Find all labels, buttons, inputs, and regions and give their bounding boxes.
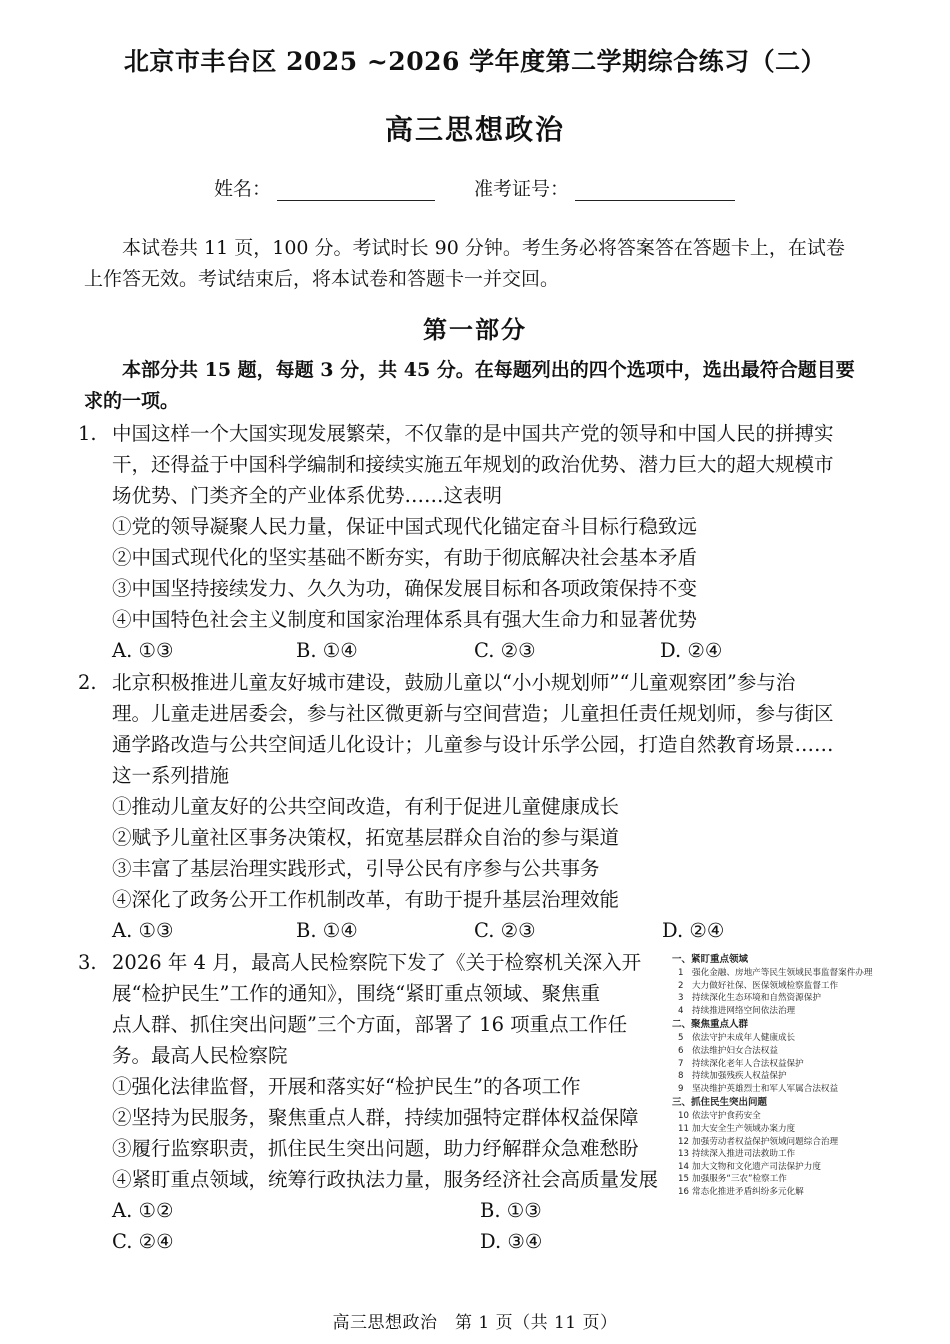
task-group <box>672 1017 892 1095</box>
task-group <box>672 1095 892 1198</box>
name-field <box>214 174 435 201</box>
task-text: 依法维护妇女合法权益 <box>692 1045 778 1056</box>
choice-a[interactable]: A. ①② <box>112 1199 174 1222</box>
question-stem <box>112 947 672 1071</box>
section-title: 第一部分 <box>423 315 527 344</box>
statement: ④深化了政务公开工作机制改革，有助于提升基层治理效能 <box>112 888 620 911</box>
choice-d[interactable]: D. ②④ <box>662 919 725 942</box>
instructions <box>84 233 884 295</box>
page-footer: 高三思想政治 第 1 页（共 11 页） <box>332 1313 618 1333</box>
task-number: 14 <box>678 1161 689 1172</box>
stem-line: 这一系列措施 <box>112 764 230 787</box>
task-number: 3 <box>678 993 684 1004</box>
question-stem <box>112 418 882 511</box>
task-text: 持续深化生态环境和自然资源保护 <box>692 993 821 1004</box>
task-text: 加大安全生产领域办案力度 <box>692 1123 796 1134</box>
task-number: 7 <box>678 1058 684 1069</box>
question-number: 3. <box>78 951 97 974</box>
task-item <box>672 1148 892 1161</box>
task-number: 12 <box>678 1136 689 1147</box>
task-number: 13 <box>678 1149 689 1160</box>
task-number: 9 <box>678 1083 684 1094</box>
task-group <box>672 952 892 1017</box>
statement: ④中国特色社会主义制度和国家治理体系具有强大生命力和显著优势 <box>112 608 698 631</box>
task-item <box>672 992 892 1005</box>
section-intro-line: 本部分共 15 题，每题 3 分，共 45 分。在每题列出的四个选项中，选出最符合题目要 <box>122 359 855 381</box>
stem-line: 展“检护民生”工作的通知》，围绕“紧盯重点领域、聚焦重 <box>112 982 601 1005</box>
statement: ②坚持为民服务，聚焦重点人群，持续加强特定群体权益保障 <box>112 1106 639 1129</box>
task-text: 加强服务“三农”检察工作 <box>692 1174 787 1185</box>
stem-line: 2026 年 4 月，最高人民检察院下发了《关于检察机关深入开 <box>112 951 642 974</box>
task-category: 一、紧盯重点领域 <box>672 954 749 965</box>
subject-title: 高三思想政治 <box>384 113 565 146</box>
task-item <box>672 1032 892 1045</box>
choice-a[interactable]: A. ①③ <box>112 639 174 662</box>
task-number: 1 <box>678 968 684 978</box>
choice-b[interactable]: B. ①④ <box>296 639 358 662</box>
statement: ②赋予儿童社区事务决策权，拓宽基层群众自治的参与渠道 <box>112 826 620 849</box>
task-text: 大力做好社保、医保领域检察监督工作 <box>692 980 839 991</box>
choice-b[interactable]: B. ①③ <box>480 1199 542 1222</box>
key-tasks-list <box>672 952 892 1199</box>
task-text: 强化金融、房地产等民生领域民事监督案件办理 <box>692 968 873 978</box>
stem-line: 务。最高人民检察院 <box>112 1044 288 1067</box>
task-item <box>672 1173 892 1186</box>
task-text: 坚决维护英雄烈士和军人军属合法权益 <box>692 1083 839 1094</box>
question-number: 2. <box>78 671 97 694</box>
statement: ①推动儿童友好的公共空间改造，有利于促进儿童健康成长 <box>112 795 620 818</box>
stem-line: 点人群、抓住突出问题”三个方面，部署了 16 项重点工作任 <box>112 1013 628 1036</box>
name-blank[interactable] <box>277 180 435 201</box>
task-item <box>672 1110 892 1123</box>
statement: ①强化法律监督，开展和落实好“检护民生”的各项工作 <box>112 1075 581 1098</box>
instructions-line: 上作答无效。考试结束后，将本试卷和答题卡一并交回。 <box>84 268 560 290</box>
choice-c[interactable]: C. ②③ <box>474 639 536 662</box>
choice-b[interactable]: B. ①④ <box>296 919 358 942</box>
task-item <box>672 1070 892 1083</box>
task-number: 10 <box>678 1111 689 1122</box>
task-text: 依法守护食药安全 <box>692 1111 761 1122</box>
task-text: 持续深入推进司法救助工作 <box>692 1149 796 1160</box>
statement: ③中国坚持接续发力、久久为功，确保发展目标和各项政策保持不变 <box>112 577 698 600</box>
task-text: 常态化推进矛盾纠纷多元化解 <box>692 1186 804 1197</box>
task-number: 2 <box>678 980 684 991</box>
task-category: 三、抓住民生突出问题 <box>672 1097 768 1109</box>
statement: ③履行监察职责，抓住民生突出问题，助力纾解群众急难愁盼 <box>112 1137 639 1160</box>
task-item <box>672 1186 892 1199</box>
candidate-id-field <box>474 174 735 201</box>
candidate-id-blank[interactable] <box>575 180 735 201</box>
task-item <box>672 1005 892 1018</box>
statement: ③丰富了基层治理实践形式，引导公民有序参与公共事务 <box>112 857 600 880</box>
task-item <box>672 1123 892 1136</box>
section-intro-line: 求的一项。 <box>84 390 180 412</box>
task-item <box>672 1161 892 1174</box>
section-intro <box>84 355 884 417</box>
task-text: 加大文物和文化遗产司法保护力度 <box>692 1161 821 1172</box>
task-item <box>672 1045 892 1058</box>
name-label: 姓名： <box>214 178 272 200</box>
question-stem <box>112 667 882 791</box>
task-item <box>672 967 892 980</box>
task-number: 8 <box>678 1071 684 1082</box>
stem-line: 干，还得益于中国科学编制和接续实施五年规划的政治优势、潜力巨大的超大规模市 <box>112 453 834 476</box>
task-number: 16 <box>678 1186 689 1197</box>
task-item <box>672 1136 892 1149</box>
task-number: 15 <box>678 1174 689 1185</box>
task-number: 6 <box>678 1045 684 1056</box>
task-text: 持续推进网络空间依法治理 <box>692 1005 796 1016</box>
task-number: 5 <box>678 1033 684 1044</box>
task-number: 11 <box>678 1123 689 1134</box>
stem-line: 北京积极推进儿童友好城市建设，鼓励儿童以“小小规划师”“儿童观察团”参与治 <box>112 671 796 694</box>
task-category: 二、聚焦重点人群 <box>672 1019 749 1031</box>
choice-c[interactable]: C. ②④ <box>112 1230 174 1253</box>
task-number: 4 <box>678 1005 684 1016</box>
choice-d[interactable]: D. ③④ <box>480 1230 543 1253</box>
statement: ②中国式现代化的坚实基础不断夯实，有助于彻底解决社会基本矛盾 <box>112 546 698 569</box>
choice-d[interactable]: D. ②④ <box>660 639 723 662</box>
stem-line: 中国这样一个大国实现发展繁荣，不仅靠的是中国共产党的领导和中国人民的拼搏实 <box>112 422 834 445</box>
question-number: 1. <box>78 422 97 445</box>
task-text: 依法守护未成年人健康成长 <box>692 1033 796 1044</box>
task-item <box>672 980 892 993</box>
candidate-id-label: 准考证号： <box>474 178 570 200</box>
instructions-line: 本试卷共 11 页，100 分。考试时长 90 分钟。考生务必将答案答在答题卡上，在试卷 <box>122 237 845 259</box>
stem-line: 理。儿童走进居委会，参与社区微更新与空间营造；儿童担任责任规划师，参与街区 <box>112 702 834 725</box>
exam-title: 北京市丰台区 2025 ~2026 学年度第二学期综合练习（二） <box>123 47 827 76</box>
task-text: 加强劳动者权益保护领域问题综合治理 <box>692 1136 839 1147</box>
task-text: 持续加强残疾人权益保护 <box>692 1071 787 1082</box>
statement: ①党的领导凝聚人民力量，保证中国式现代化锚定奋斗目标行稳致远 <box>112 515 698 538</box>
choice-a[interactable]: A. ①③ <box>112 919 174 942</box>
stem-line: 通学路改造与公共空间适儿化设计；儿童参与设计乐学公园，打造自然教育场景…… <box>112 733 834 756</box>
statement: ④紧盯重点领域，统筹行政执法力量，服务经济社会高质量发展 <box>112 1168 659 1191</box>
choice-c[interactable]: C. ②③ <box>474 919 536 942</box>
task-text: 持续深化老年人合法权益保护 <box>692 1058 804 1069</box>
stem-line: 场优势、门类齐全的产业体系优势……这表明 <box>112 484 503 507</box>
task-item <box>672 1083 892 1096</box>
task-item <box>672 1058 892 1071</box>
